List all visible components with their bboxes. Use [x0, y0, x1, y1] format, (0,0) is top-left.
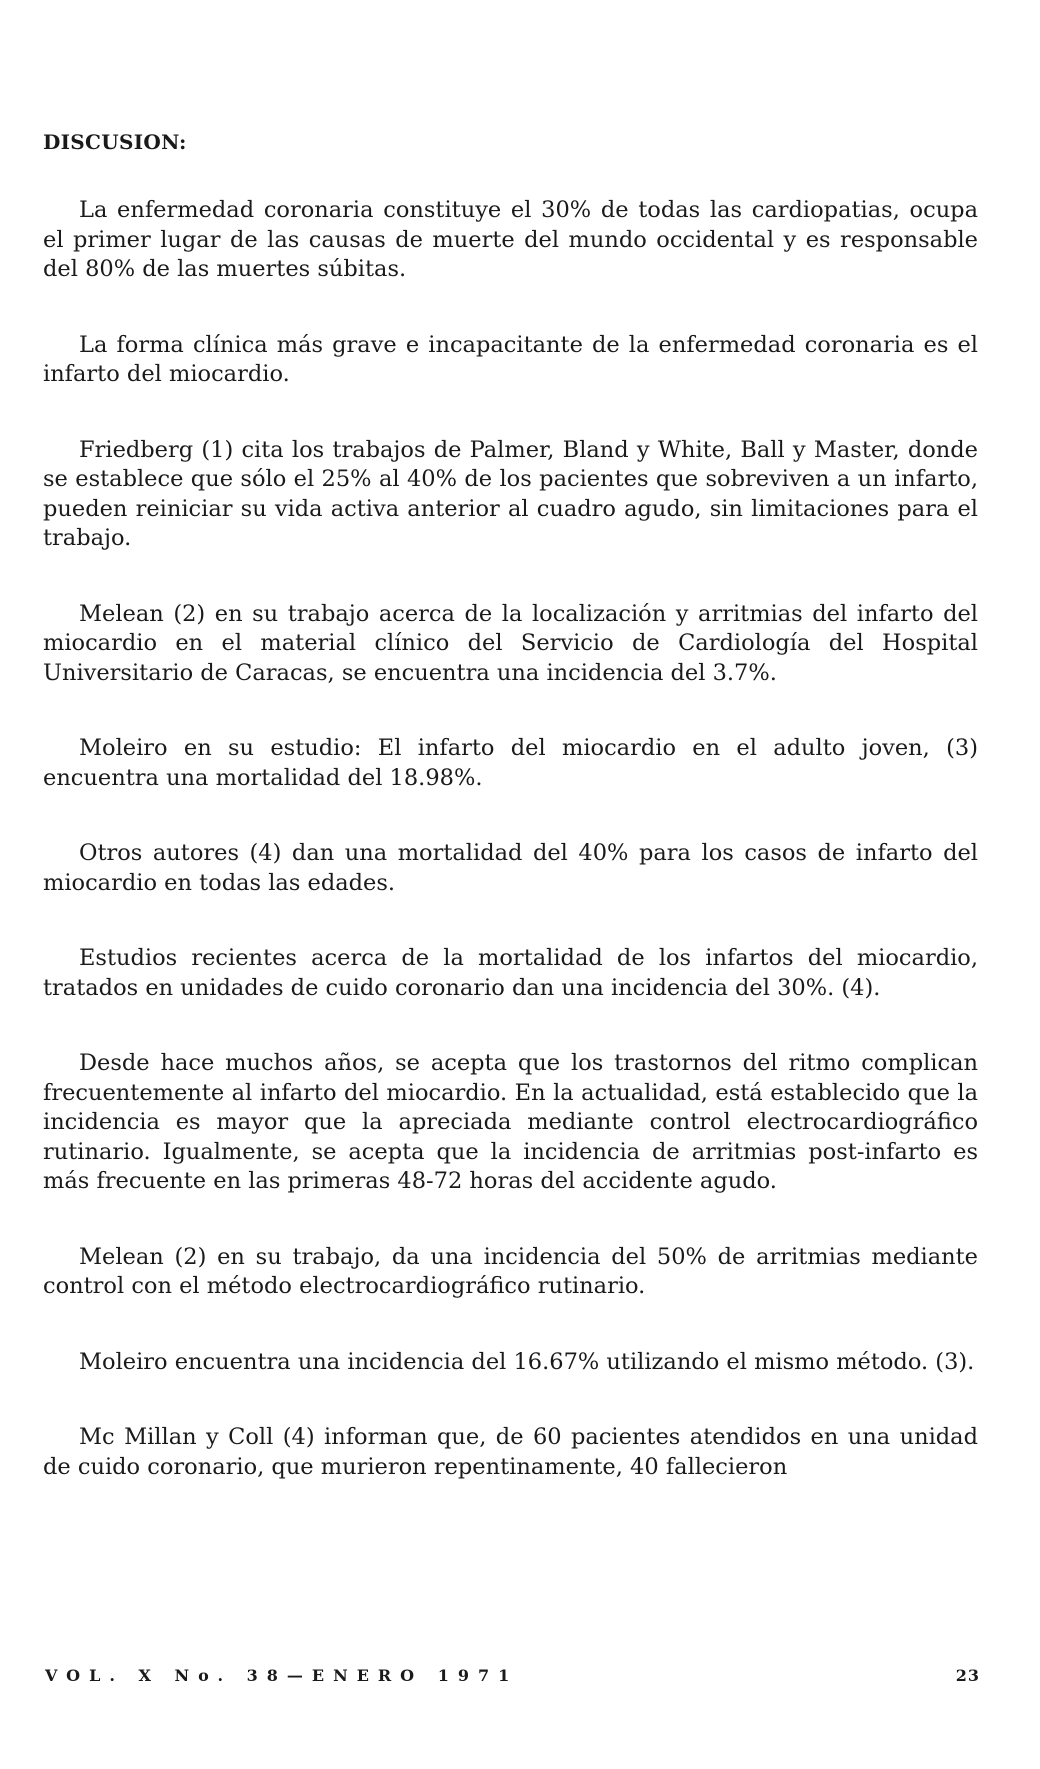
paragraph-10: Moleiro encuentra una incidencia del 16.67% utilizando el mismo método. (3).	[79, 1348, 975, 1375]
paragraph-4: Melean (2) en su trabajo acerca de la localización y arritmias del infarto del miocardio en el material clínico del Servicio de Cardiología del Hospital Universitario de Caracas, se encuentra una incidencia del 3.7%.	[43, 600, 978, 686]
paragraph-7: Estudios recientes acerca de la mortalidad de los infartos del miocardio, tratados en unidades de cuido coronario dan una incidencia del 30%. (4).	[43, 945, 978, 1001]
paragraph-1: La enfermedad coronaria constituye el 30% de todas las cardiopatias, ocupa el primer lugar de las causas de muerte del mundo occidental y es responsable del 80% de las muertes súbitas.	[43, 197, 978, 282]
paragraph-3: Friedberg (1) cita los trabajos de Palmer, Bland y White, Ball y Master, donde se establece que sólo el 25% al 40% de los pacientes que sobreviven a un infarto, pueden reiniciar su vida activa anterior al cuadro agudo, sin limitaciones para el trabajo.	[43, 436, 978, 551]
paragraph-6: Otros autores (4) dan una mortalidad del 40% para los casos de infarto del miocardio en todas las edades.	[43, 840, 978, 896]
page-number: 23	[955, 1666, 980, 1685]
paragraph-9: Melean (2) en su trabajo, da una incidencia del 50% de arritmias mediante control con el método electrocardiográfico rutinario.	[43, 1243, 978, 1299]
paragraph-11: Mc Millan y Coll (4) informan que, de 60 pacientes atendidos en una unidad de cuido coronario, que murieron repentinamente, 40 fallecieron	[43, 1424, 978, 1480]
issue-info: VOL. X No. 38—ENERO 1971	[45, 1666, 519, 1685]
paragraph-5: Moleiro en su estudio: El infarto del miocardio en el adulto joven, (3) encuentra una mortalidad del 18.98%.	[43, 735, 978, 791]
document-page	[43, 130, 978, 1482]
paragraph-2: La forma clínica más grave e incapacitante de la enfermedad coronaria es el infarto del miocardio.	[43, 331, 978, 387]
section-heading: DISCUSION:	[43, 130, 187, 154]
paragraph-8: Desde hace muchos años, se acepta que los trastornos del ritmo complican frecuentemente al infarto del miocardio. En la actualidad, está establecido que la incidencia es mayor que la apreciada mediante control electrocardiográfico rutinario. Igualmente, se acepta que la incidencia de arritmias post-infarto es más frecuente en las primeras 48-72 horas del accidente agudo.	[43, 1050, 978, 1194]
